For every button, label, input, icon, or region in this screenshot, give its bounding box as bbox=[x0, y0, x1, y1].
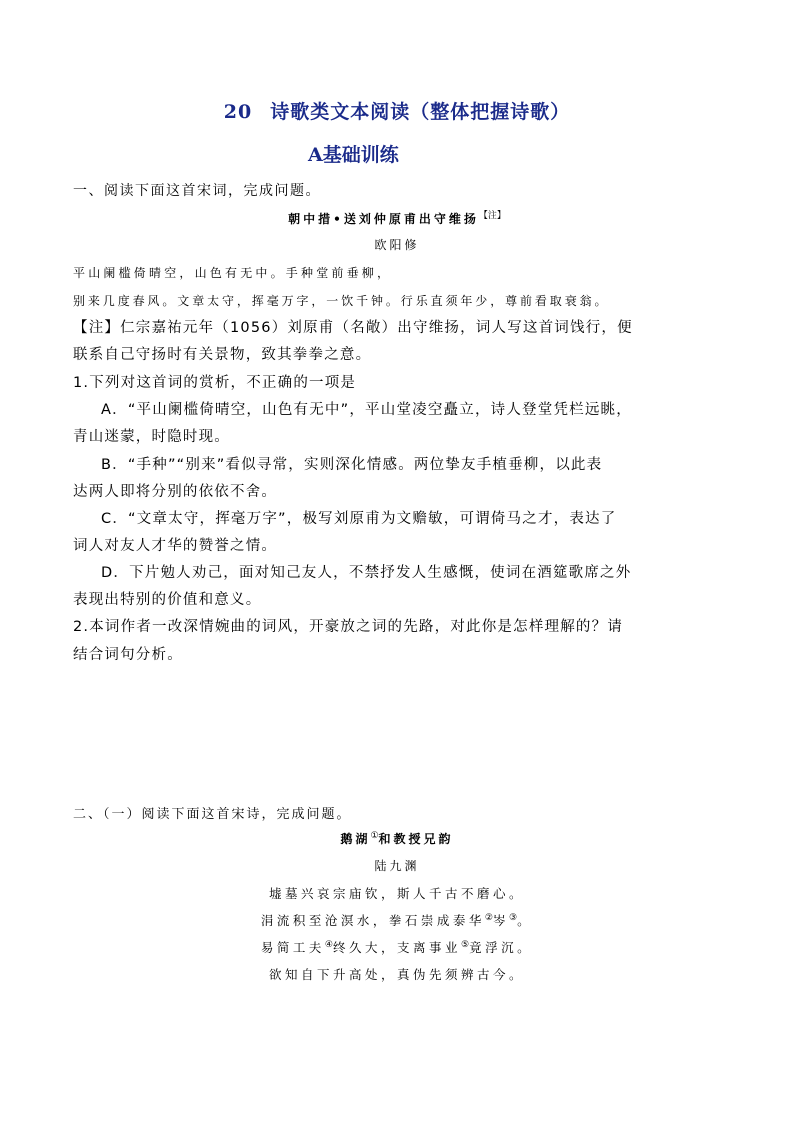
poem2-line-2-b: 岑 bbox=[492, 913, 509, 928]
note-line-2: 联系自己守扬时有关景物，致其拳拳之意。 bbox=[73, 347, 372, 363]
page-title bbox=[0, 97, 794, 124]
lesson-number: 20 bbox=[223, 101, 253, 123]
poem2-line-2-a: 涓流积至沧溟水，拳石崇成泰华 bbox=[260, 913, 485, 928]
question-1: 1.下列对这首词的赏析，不正确的一项是 bbox=[73, 375, 357, 391]
option-c-line-1: C．“文章太守，挥毫万字”，极写刘原甫为文赡敏，可谓倚马之才，表达了 bbox=[101, 511, 617, 527]
option-b-line-2: 达两人即将分别的依依不舍。 bbox=[73, 484, 278, 500]
poem2-line-2-c: 。 bbox=[517, 913, 534, 928]
poem2-title-main: 鹅湖 bbox=[340, 832, 371, 846]
poem2-line-1: 墟墓兴哀宗庙钦，斯人千古不磨心。 bbox=[268, 886, 525, 901]
poem1-author: 欧阳修 bbox=[374, 238, 420, 252]
question-2-line-1: 2.本词作者一改深情婉曲的词风，开豪放之词的先路，对此你是怎样理解的？请 bbox=[73, 619, 624, 635]
poem2-line-2 bbox=[0, 911, 794, 929]
option-c-line-2: 词人对友人才华的赞誉之情。 bbox=[73, 538, 278, 554]
poem2-title-rest: 和教授兄韵 bbox=[378, 832, 454, 846]
poem2-line-3-b: 终久大，支离事业 bbox=[332, 940, 461, 955]
section-subtitle: A基础训练 bbox=[308, 144, 399, 166]
note-line-1: 【注】仁宗嘉祐元年（1056）刘原甫（名敞）出守维扬，词人写这首词饯行，便 bbox=[73, 320, 633, 336]
question-2-line-2: 结合词句分析。 bbox=[73, 647, 183, 663]
lesson-title: 诗歌类文本阅读（整体把握诗歌） bbox=[270, 101, 571, 123]
poem2-line-3-a: 易简工夫 bbox=[260, 940, 325, 955]
poem1-title-note: 【注】 bbox=[478, 211, 506, 221]
section2-heading: 二、（一）阅读下面这首宋诗，完成问题。 bbox=[73, 807, 352, 822]
option-a-line-2: 青山迷蒙，时隐时现。 bbox=[73, 429, 230, 445]
poem1-title-text: 朝中措•送刘仲原甫出守维扬 bbox=[288, 212, 479, 226]
footnote-mark-3: ③ bbox=[509, 912, 518, 923]
footnote-mark-5: ⑤ bbox=[461, 939, 470, 950]
poem2-title-mark: ① bbox=[370, 831, 379, 841]
option-d-line-2: 表现出特别的价值和意义。 bbox=[73, 592, 262, 608]
poem1-line-1: 平山阑槛倚晴空，山色有无中。手种堂前垂柳， bbox=[73, 266, 393, 280]
poem2-line-4: 欲知自下升高处，真伪先须辨古今。 bbox=[268, 967, 525, 982]
poem2-line-3 bbox=[0, 938, 794, 956]
footnote-mark-2: ② bbox=[484, 912, 493, 923]
poem1-title bbox=[0, 208, 794, 227]
poem2-author: 陆九渊 bbox=[374, 859, 420, 873]
option-a-line-1: A．“平山阑槛倚晴空，山色有无中”，平山堂凌空矗立，诗人登堂凭栏远眺， bbox=[101, 402, 632, 418]
poem1-line-2: 别来几度春风。文章太守，挥毫万字，一饮千钟。行乐直须年少，尊前看取衰翁。 bbox=[73, 294, 610, 308]
footnote-mark-4: ④ bbox=[324, 939, 333, 950]
option-d-line-1: D．下片勉人劝己，面对知己友人，不禁抒发人生感慨，使词在酒筵歌席之外 bbox=[101, 565, 632, 581]
option-b-line-1: B．“手种”“别来”看似寻常，实则深化情感。两位挚友手植垂柳，以此表 bbox=[101, 457, 603, 473]
poem2-line-3-c: 竟浮沉。 bbox=[469, 940, 534, 955]
poem2-title bbox=[0, 830, 794, 847]
section1-heading: 一、阅读下面这首宋词，完成问题。 bbox=[73, 183, 321, 199]
